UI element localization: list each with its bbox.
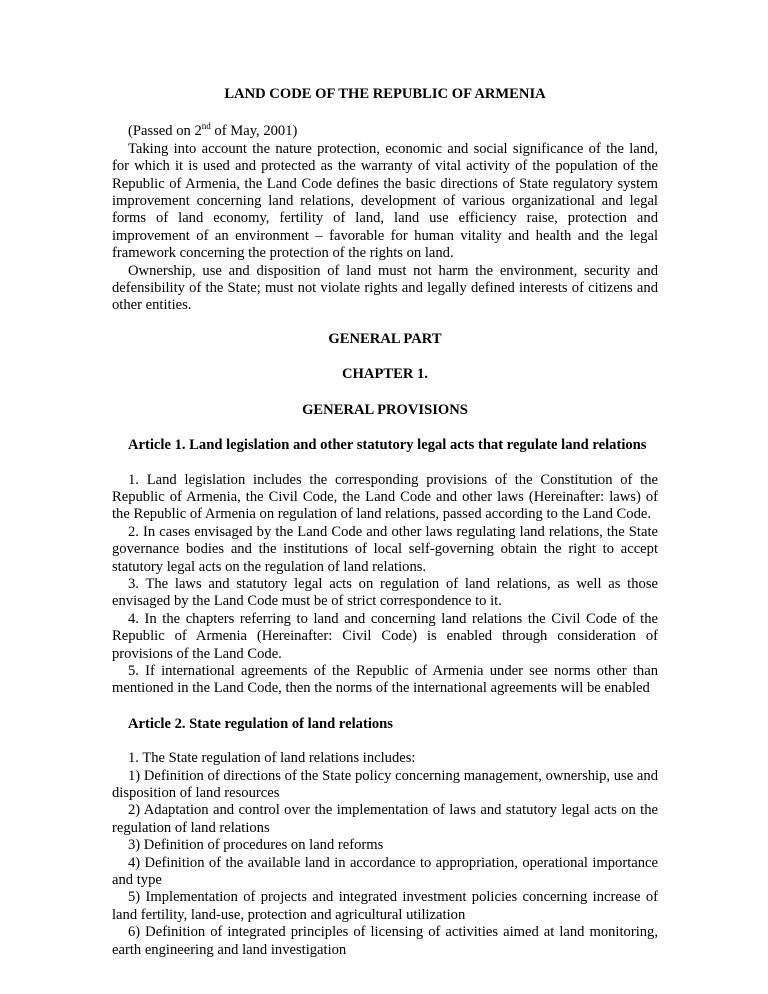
article-2-paragraph: 3) Definition of procedures on land reforms [128,837,384,854]
document-title: LAND CODE OF THE REPUBLIC OF ARMENIA [224,86,546,102]
article-1-paragraph: 5. If international agreements of the Republic of Armenia under see norms other than mentioned in the Land Code, then the norms of the international agreements will be enabled [112,662,658,697]
chapter-title: GENERAL PROVISIONS [302,401,468,418]
article-1-paragraph: 4. In the chapters referring to land and concerning land relations the Civil Code of the Republic of Armenia (Hereinafter: Civil Code) is enabled through consideration of provisions of the Land Code. [112,610,658,662]
article-1-heading: Article 1. Land legislation and other statutory legal acts that regulate land relations [128,437,647,454]
article-2-paragraph: 1) Definition of directions of the State policy concerning management, ownership, use and disposition of land resources [112,767,658,801]
general-part-heading: GENERAL PART [328,330,442,347]
passed-date [112,123,658,140]
article-1-paragraph: 3. The laws and statutory legal acts on regulation of land relations, as well as those envisaged by the Land Code must be of strict correspondence to it. [112,575,658,610]
document-page [112,86,658,959]
passed-date-prefix: (Passed on 2 [128,123,202,140]
article-2-paragraph: 4) Definition of the available land in accordance to appropriation, operational importance and type [112,854,658,889]
article-2-heading: Article 2. State regulation of land relations [128,715,393,732]
passed-date-suffix: of May, 2001) [210,123,298,140]
passed-date-sup: nd [201,121,211,132]
article-2-paragraph: 6) Definition of integrated principles of licensing of activities aimed at land monitoring, earth engineering and land investigation [112,924,658,958]
article-2-paragraph: 2) Adaptation and control over the implementation of laws and statutory legal acts on the regulation of land relations [112,802,658,836]
article-1-paragraph: 1. Land legislation includes the corresponding provisions of the Constitution of the Republic of Armenia, the Civil Code, the Land Code and other laws (Hereinafter: laws) of the Republic of Armenia on regulation of land relations, passed according to the Land Code. [112,471,658,523]
preamble-paragraph: Ownership, use and disposition of land must not harm the environment, security and defensibility of the State; must not violate rights and legally defined interests of citizens and other entities. [112,262,658,314]
article-2-paragraph: 5) Implementation of projects and integrated investment policies concerning increase of land fertility, land-use, protection and agricultural utilization [112,889,658,923]
preamble-paragraph: Taking into account the nature protection, economic and social significance of the land, for which it is used and protected as the warranty of vital activity of the population of the Republic of Armenia, the Land Code defines the basic directions of State regulatory system improvement concerning land relations, development of various organizational and legal forms of land economy, fertility of land, land use efficiency raise, protection and improvement of an environment – favorable for human vitality and health and the legal framework concerning the protection of the rights on land. [112,140,658,262]
chapter-heading: CHAPTER 1. [342,366,428,383]
article-1-paragraph: 2. In cases envisaged by the Land Code and other laws regulating land relations, the State governance bodies and the institutions of local self-governing obtain the right to accept statutory legal acts on the regulation of land relations. [112,523,658,575]
article-2-paragraph: 1. The State regulation of land relations includes: [128,750,416,767]
